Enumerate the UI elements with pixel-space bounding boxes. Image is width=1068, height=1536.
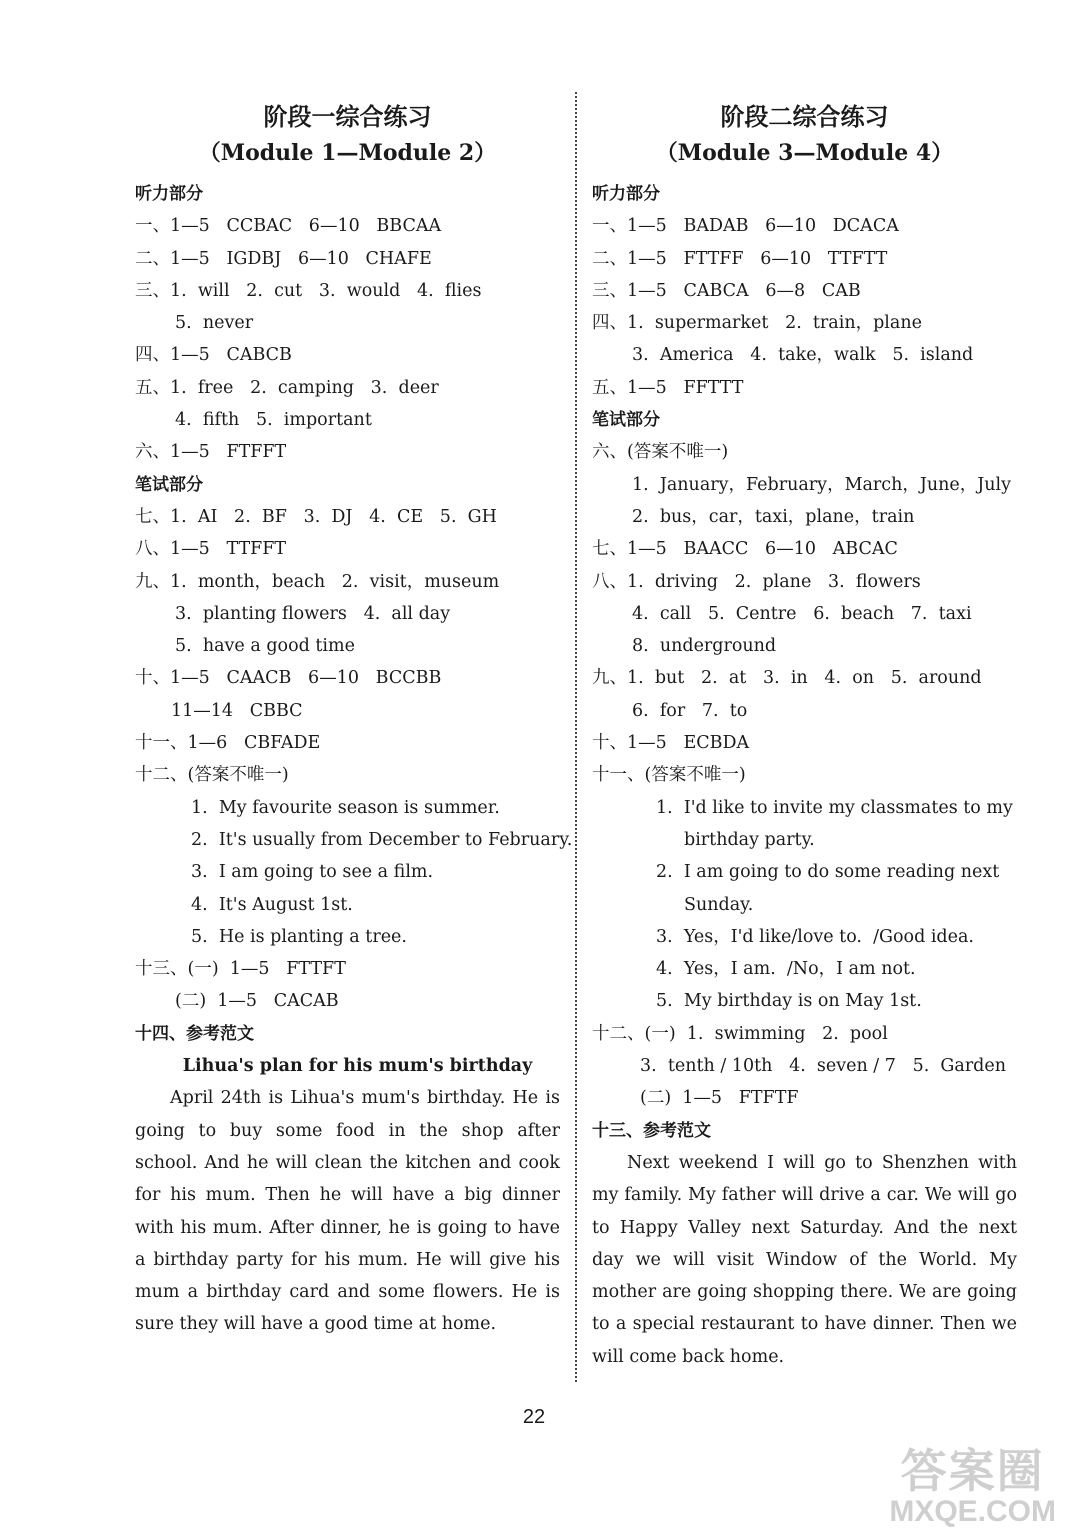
answer-line: 九、1. but 2. at 3. in 4. on 5. around bbox=[592, 668, 982, 689]
answer-line: 2. It's usually from December to February. bbox=[191, 829, 573, 850]
answer-line: 十一、(答案不唯一) bbox=[592, 765, 746, 786]
answer-line: 十三、(一) 1—5 FTTFT bbox=[135, 959, 346, 980]
answer-line: 4. fifth 5. important bbox=[175, 410, 372, 431]
right-column bbox=[592, 100, 1017, 1373]
answer-line: 6. for 7. to bbox=[632, 700, 748, 721]
answer-line: 四、1—5 CABCB bbox=[135, 345, 292, 366]
answer-line: 八、1—5 TTFFT bbox=[135, 539, 287, 560]
answer-line: 七、1—5 BAACC 6—10 ABCAC bbox=[592, 539, 898, 560]
watermark-text: 答案圈 bbox=[900, 1445, 1045, 1497]
page-number: 22 bbox=[522, 1406, 546, 1428]
answer-line: (二) 1—5 CACAB bbox=[175, 991, 339, 1012]
essay-paragraph: Next weekend I will go to Shenzhen with my family. My father will drive a car. We will go to Happy Valley next Saturday. And the next day we will visit Window of the World. My mother are going shopping there. We are going to a special restaurant to have dinner. Then we will come back home. bbox=[592, 1152, 1017, 1367]
answer-line: 5. have a good time bbox=[175, 636, 355, 657]
answer-line: 1. My favourite season is summer. bbox=[191, 797, 500, 818]
answer-line: 5. He is planting a tree. bbox=[191, 926, 407, 947]
answer-line: 3. I am going to see a film. bbox=[191, 862, 434, 883]
answer-line: 十一、1—6 CBFADE bbox=[135, 733, 321, 754]
section-heading: 十四、参考范文 bbox=[135, 1023, 254, 1044]
answer-line: 二、1—5 FTTFF 6—10 TTFTT bbox=[592, 248, 888, 269]
answer-line: 六、1—5 FTFFT bbox=[135, 442, 287, 463]
answer-line: 一、1—5 CCBAC 6—10 BBCAA bbox=[135, 216, 442, 237]
answer-line: 4. Yes，I am. /No，I am not. bbox=[656, 959, 916, 980]
answer-line: 三、1—5 CABCA 6—8 CAB bbox=[592, 280, 861, 301]
answer-line: 六、(答案不唯一) bbox=[592, 442, 729, 463]
answer-line: 2. bus，car，taxi，plane，train bbox=[632, 506, 915, 527]
answer-line: 8. underground bbox=[632, 636, 777, 657]
right-title: 阶段二综合练习 bbox=[720, 102, 889, 131]
answer-line: 五、1—5 FFTTT bbox=[592, 377, 744, 398]
section-heading: 听力部分 bbox=[592, 184, 660, 204]
answer-line: 3. Yes，I'd like/love to. /Good idea. bbox=[656, 926, 974, 947]
answer-line: 四、1. supermarket 2. train，plane bbox=[592, 313, 922, 334]
answer-line: 2. I am going to do some reading next bbox=[656, 862, 1000, 883]
answer-line: 七、1. AI 2. BF 3. DJ 4. CE 5. GH bbox=[135, 506, 497, 527]
answer-line: 三、1. will 2. cut 3. would 4. flies bbox=[135, 280, 482, 301]
section-heading: 十三、参考范文 bbox=[592, 1120, 711, 1141]
essay-title: Lihua's plan for his mum's birthday bbox=[182, 1056, 533, 1077]
answer-line: 11—14 CBBC bbox=[171, 700, 303, 721]
answer-line: 3. America 4. take，walk 5. island bbox=[632, 345, 974, 366]
answer-line: 十、1—5 ECBDA bbox=[592, 733, 750, 754]
column-divider bbox=[575, 92, 577, 1382]
watermark-logo bbox=[889, 1446, 1056, 1528]
answer-line: 八、1. driving 2. plane 3. flowers bbox=[592, 571, 921, 592]
left-column bbox=[135, 100, 573, 1341]
answer-line: Sunday. bbox=[684, 894, 754, 915]
answer-line: 4. call 5. Centre 6. beach 7. taxi bbox=[632, 603, 972, 624]
answer-line: (二) 1—5 FTFTF bbox=[640, 1088, 799, 1109]
essay-paragraph: April 24th is Lihua's mum's birthday. He is going to buy some food in the shop after school. And he will clean the kitchen and cook for his mum. Then he will have a big dinner with his mum. After dinner, he is going to have a birthday party for his mum. He will give his mum a birthday card and some flowers. He is sure they will have a good time at home. bbox=[135, 1088, 560, 1335]
right-subtitle: （Module 3—Module 4） bbox=[655, 140, 954, 166]
section-heading: 听力部分 bbox=[135, 184, 203, 204]
answer-line: 3. tenth / 10th 4. seven / 7 5. Garden bbox=[640, 1056, 1007, 1077]
watermark-url: MXQE.COM bbox=[889, 1495, 1056, 1528]
answer-line: 5. never bbox=[175, 313, 254, 334]
answer-line: 一、1—5 BADAB 6—10 DCACA bbox=[592, 216, 899, 237]
left-subtitle: （Module 1—Module 2） bbox=[198, 140, 497, 166]
answer-line: 五、1. free 2. camping 3. deer bbox=[135, 377, 439, 398]
section-heading: 笔试部分 bbox=[592, 410, 660, 431]
answer-line: 1. I'd like to invite my classmates to my bbox=[656, 797, 1013, 818]
answer-line: 十、1—5 CAACB 6—10 BCCBB bbox=[135, 668, 442, 689]
answer-line: 3. planting flowers 4. all day bbox=[175, 603, 451, 624]
answer-line: 九、1. month，beach 2. visit，museum bbox=[135, 571, 500, 592]
answer-line: birthday party. bbox=[684, 829, 815, 850]
answer-line: 4. It's August 1st. bbox=[191, 894, 353, 915]
section-heading: 笔试部分 bbox=[135, 474, 203, 495]
answer-line: 十二、(答案不唯一) bbox=[135, 765, 289, 786]
answer-line: 二、1—5 IGDBJ 6—10 CHAFE bbox=[135, 248, 432, 269]
answer-line: 1. January，February，March，June，July bbox=[632, 474, 1012, 495]
answer-line: 5. My birthday is on May 1st. bbox=[656, 991, 922, 1012]
answer-line: 十二、(一) 1. swimming 2. pool bbox=[592, 1023, 888, 1044]
left-title: 阶段一综合练习 bbox=[263, 102, 432, 131]
